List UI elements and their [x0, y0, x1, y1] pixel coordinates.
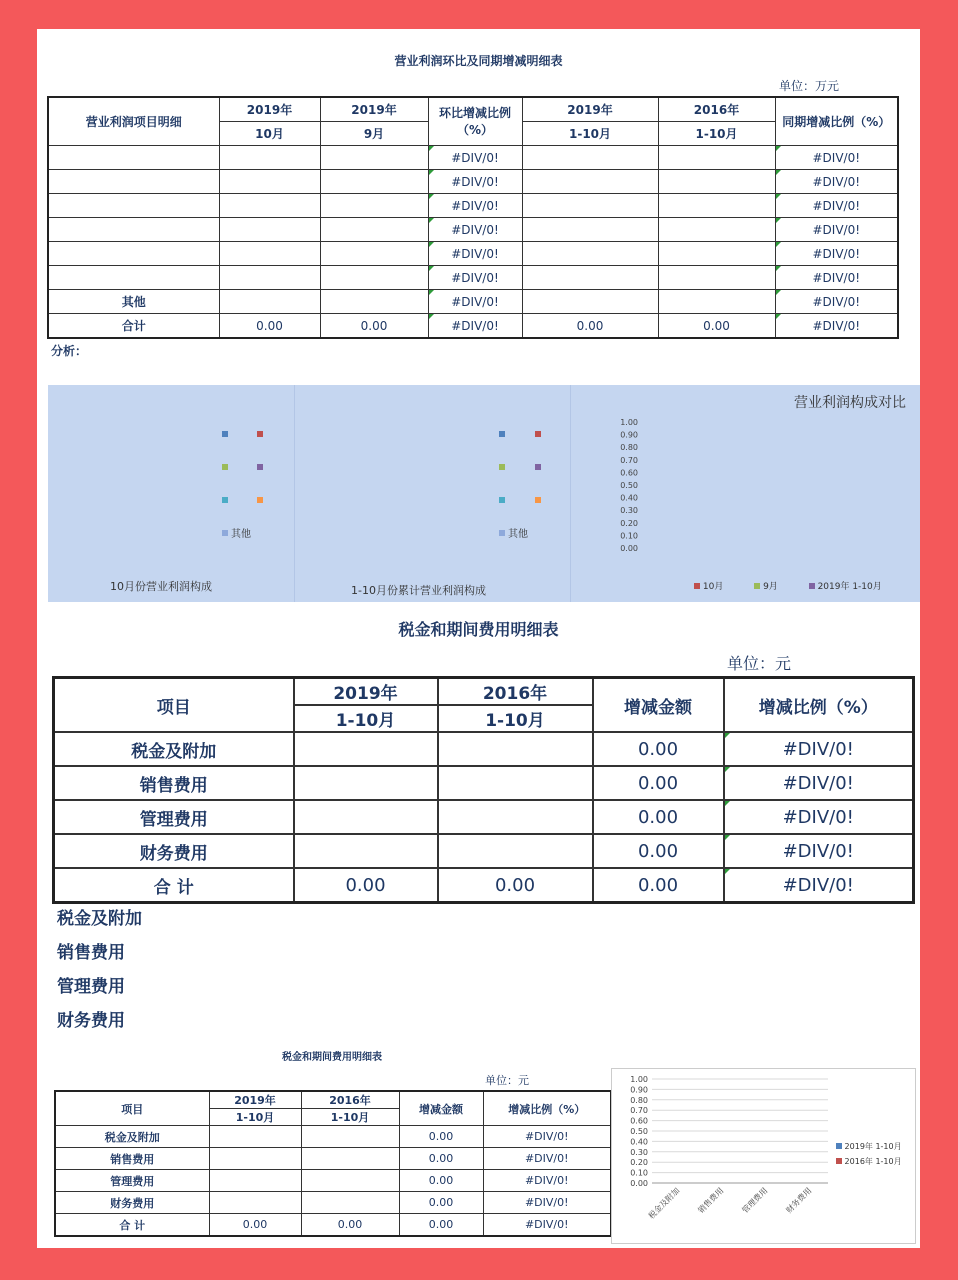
header-2016: 2016年 — [301, 1091, 399, 1109]
header-2019: 2019年 — [209, 1091, 301, 1109]
legend-swatch — [257, 497, 263, 503]
cell[interactable] — [658, 146, 775, 170]
small-expense-table — [54, 1090, 612, 1237]
y-tick-label: 0.40 — [630, 1137, 648, 1147]
row-name[interactable]: 财务费用 — [54, 834, 294, 868]
legend-swatch — [836, 1158, 842, 1164]
y-tick-label: 0.90 — [630, 1085, 648, 1095]
cell[interactable] — [522, 218, 658, 242]
note-finance: 财务费用 — [57, 1011, 125, 1031]
total-2016[interactable]: 0.00 — [438, 868, 593, 903]
y-tick-label: 0.30 — [620, 506, 638, 516]
ratio-cell[interactable]: #DIV/0! — [724, 732, 914, 766]
table-row — [55, 1148, 611, 1170]
table-row — [48, 170, 898, 194]
y-tick-label: 1.00 — [620, 418, 638, 427]
cell[interactable] — [209, 1148, 301, 1170]
table-row — [55, 1126, 611, 1148]
cell[interactable] — [219, 194, 320, 218]
row-name[interactable] — [48, 170, 219, 194]
ratio-cell[interactable]: #DIV/0! — [724, 766, 914, 800]
header-range-2019: 1-10月 — [294, 705, 438, 732]
header-diff: 增减金额 — [593, 678, 724, 733]
cell[interactable] — [522, 146, 658, 170]
header-2016: 2016年 — [438, 678, 593, 706]
header-range-2016: 1-10月 — [301, 1109, 399, 1126]
table-row — [54, 800, 914, 834]
legend-swatch — [499, 464, 505, 470]
total-yoy[interactable]: #DIV/0! — [775, 314, 898, 339]
diff-cell[interactable]: 0.00 — [593, 732, 724, 766]
expense-chart — [611, 1068, 916, 1244]
row-name[interactable]: 财务费用 — [55, 1192, 209, 1214]
cell[interactable] — [209, 1170, 301, 1192]
cell[interactable] — [219, 266, 320, 290]
cell[interactable] — [301, 1148, 399, 1170]
table-row — [55, 1170, 611, 1192]
y-tick-label: 0.10 — [620, 531, 638, 541]
expense-table-title: 税金和期间费用明细表 — [398, 620, 559, 639]
table-row — [48, 194, 898, 218]
small-table-title: 税金和期间费用明细表 — [282, 1052, 382, 1063]
pie1-title: 10月份营业利润构成 — [110, 580, 212, 593]
y-tick-label: 0.50 — [630, 1127, 648, 1136]
legend-swatch — [499, 431, 505, 437]
y-tick-label: 0.40 — [620, 493, 638, 503]
analysis-label: 分析： — [51, 344, 88, 358]
mom-cell[interactable]: #DIV/0! — [428, 290, 522, 314]
header-2016: 2016年 — [658, 97, 775, 122]
y-tick-label: 0.50 — [620, 481, 638, 490]
expense-chart-legend — [836, 1141, 902, 1167]
header-ratio: 增减比例（%） — [483, 1091, 611, 1126]
expense-table — [52, 676, 915, 904]
legend-swatch — [257, 431, 263, 437]
profit-table-title: 营业利润环比及同期增减明细表 — [394, 54, 563, 68]
cell[interactable] — [438, 800, 593, 834]
mom-cell[interactable]: #DIV/0! — [428, 218, 522, 242]
yoy-cell[interactable]: #DIV/0! — [775, 170, 898, 194]
y-tick-label: 0.00 — [630, 1179, 648, 1188]
diff-cell[interactable]: 0.00 — [399, 1192, 483, 1214]
y-tick-label: 0.70 — [620, 455, 638, 465]
header-2019-b: 2019年 — [320, 97, 428, 122]
row-name[interactable] — [48, 266, 219, 290]
header-range-2019: 1-10月 — [209, 1109, 301, 1126]
y-tick-label: 1.00 — [630, 1075, 648, 1084]
total-2019[interactable]: 0.00 — [294, 868, 438, 903]
cell[interactable] — [320, 194, 428, 218]
total-name[interactable]: 合计 — [48, 314, 219, 339]
cell[interactable] — [294, 834, 438, 868]
y-tick-label: 0.80 — [620, 443, 638, 453]
cell[interactable] — [522, 242, 658, 266]
ratio-cell[interactable]: #DIV/0! — [724, 834, 914, 868]
cell[interactable] — [219, 290, 320, 314]
yoy-cell[interactable]: #DIV/0! — [775, 266, 898, 290]
row-name[interactable]: 销售费用 — [55, 1148, 209, 1170]
header-item: 营业利润项目明细 — [48, 97, 219, 146]
header-yoy: 同期增减比例（%） — [775, 97, 898, 146]
row-name[interactable] — [48, 146, 219, 170]
total-2019[interactable]: 0.00 — [522, 314, 658, 339]
total-name[interactable]: 合 计 — [54, 868, 294, 903]
cell[interactable] — [219, 218, 320, 242]
cell[interactable] — [438, 732, 593, 766]
total-2016[interactable]: 0.00 — [301, 1214, 399, 1237]
row-name[interactable] — [48, 218, 219, 242]
cell[interactable] — [219, 242, 320, 266]
total-row — [54, 868, 914, 903]
ratio-cell[interactable]: #DIV/0! — [483, 1126, 611, 1148]
header-sep: 9月 — [320, 122, 428, 146]
total-name[interactable]: 合 计 — [55, 1214, 209, 1237]
cell[interactable] — [320, 290, 428, 314]
row-name[interactable] — [48, 242, 219, 266]
row-name[interactable] — [48, 194, 219, 218]
x-tick-label: 税金及附加 — [646, 1186, 682, 1221]
cell[interactable] — [522, 170, 658, 194]
cell[interactable] — [209, 1126, 301, 1148]
cell[interactable] — [320, 170, 428, 194]
legend-swatch — [754, 583, 760, 589]
header-range-2016: 1-10月 — [438, 705, 593, 732]
table-row — [48, 242, 898, 266]
profit-table — [47, 96, 899, 339]
total-2016[interactable]: 0.00 — [658, 314, 775, 339]
diff-cell[interactable]: 0.00 — [593, 766, 724, 800]
y-tick-label: 0.70 — [630, 1106, 648, 1116]
legend-swatch-other — [499, 530, 505, 536]
header-mom: 环比增减比例（%） — [428, 97, 522, 146]
bar-legend — [694, 579, 882, 592]
header-oct: 10月 — [219, 122, 320, 146]
cell[interactable] — [658, 242, 775, 266]
diff-cell[interactable]: 0.00 — [593, 834, 724, 868]
y-tick-label: 0.10 — [630, 1168, 648, 1178]
y-tick-label: 0.20 — [620, 518, 638, 528]
y-tick-label: 0.00 — [620, 544, 638, 553]
profit-table-unit: 单位：万元 — [779, 79, 840, 93]
total-ratio[interactable]: #DIV/0! — [724, 868, 914, 903]
header-ratio: 增减比例（%） — [724, 678, 914, 733]
header-2019: 2019年 — [294, 678, 438, 706]
row-name[interactable]: 管理费用 — [54, 800, 294, 834]
note-sales: 销售费用 — [57, 943, 125, 963]
row-name[interactable]: 管理费用 — [55, 1170, 209, 1192]
bar-legend-oct: 10月 — [702, 582, 724, 592]
mom-cell[interactable]: #DIV/0! — [428, 266, 522, 290]
ratio-cell[interactable]: #DIV/0! — [483, 1170, 611, 1192]
total-oct[interactable]: 0.00 — [219, 314, 320, 339]
row-name[interactable]: 税金及附加 — [55, 1126, 209, 1148]
table-row — [48, 266, 898, 290]
yoy-cell[interactable]: #DIV/0! — [775, 146, 898, 170]
total-row — [55, 1214, 611, 1237]
ratio-cell[interactable]: #DIV/0! — [724, 800, 914, 834]
cell[interactable] — [320, 242, 428, 266]
cell[interactable] — [209, 1192, 301, 1214]
y-tick-label: 0.60 — [630, 1116, 648, 1126]
legend-swatch — [499, 497, 505, 503]
bar-legend-2019: 2019年 1-10月 — [817, 582, 882, 592]
small-table-unit: 单位：元 — [485, 1074, 529, 1087]
total-row — [48, 314, 898, 339]
header-range-2019: 1-10月 — [522, 122, 658, 146]
y-tick-label: 0.90 — [620, 430, 638, 440]
table-row — [54, 732, 914, 766]
legend-swatch — [222, 497, 228, 503]
cell[interactable] — [219, 146, 320, 170]
yoy-cell[interactable]: #DIV/0! — [775, 242, 898, 266]
cell[interactable] — [320, 146, 428, 170]
cell[interactable] — [294, 800, 438, 834]
mom-cell[interactable]: #DIV/0! — [428, 146, 522, 170]
yoy-cell[interactable]: #DIV/0! — [775, 194, 898, 218]
x-tick-label: 销售费用 — [696, 1186, 726, 1216]
total-ratio[interactable]: #DIV/0! — [483, 1214, 611, 1237]
header-diff: 增减金额 — [399, 1091, 483, 1126]
mom-cell[interactable]: #DIV/0! — [428, 170, 522, 194]
y-tick-label: 0.30 — [630, 1147, 648, 1157]
bar-chart-yaxis — [588, 415, 648, 555]
pie2-legend-other: 其他 — [508, 529, 528, 540]
cell[interactable] — [294, 766, 438, 800]
cell[interactable] — [522, 290, 658, 314]
cell[interactable] — [320, 218, 428, 242]
legend-swatch — [257, 464, 263, 470]
cell[interactable] — [438, 834, 593, 868]
diff-cell[interactable]: 0.00 — [399, 1148, 483, 1170]
header-item: 项目 — [55, 1091, 209, 1126]
cell[interactable] — [301, 1170, 399, 1192]
header-2019-c: 2019年 — [522, 97, 658, 122]
table-row — [54, 766, 914, 800]
legend-swatch-other — [222, 530, 228, 536]
table-row — [55, 1192, 611, 1214]
bar-chart-title: 营业利润构成对比 — [794, 395, 906, 411]
diff-cell[interactable]: 0.00 — [399, 1126, 483, 1148]
pie1-legend-other: 其他 — [231, 529, 251, 540]
y-tick-label: 0.20 — [630, 1158, 648, 1168]
cell[interactable] — [522, 266, 658, 290]
mom-cell[interactable]: #DIV/0! — [428, 242, 522, 266]
cell[interactable] — [658, 290, 775, 314]
legend-swatch — [222, 431, 228, 437]
mom-cell[interactable]: #DIV/0! — [428, 194, 522, 218]
profit-charts-area — [48, 385, 920, 602]
legend-swatch — [535, 431, 541, 437]
row-name[interactable]: 销售费用 — [54, 766, 294, 800]
total-sep[interactable]: 0.00 — [320, 314, 428, 339]
row-name[interactable]: 其他 — [48, 290, 219, 314]
cell[interactable] — [219, 170, 320, 194]
yoy-cell[interactable]: #DIV/0! — [775, 218, 898, 242]
ratio-cell[interactable]: #DIV/0! — [483, 1192, 611, 1214]
cell[interactable] — [658, 170, 775, 194]
cell[interactable] — [658, 218, 775, 242]
total-diff[interactable]: 0.00 — [593, 868, 724, 903]
yoy-cell[interactable]: #DIV/0! — [775, 290, 898, 314]
y-tick-label: 0.80 — [630, 1095, 648, 1105]
cell[interactable] — [294, 732, 438, 766]
x-tick-label: 管理费用 — [740, 1186, 770, 1216]
note-admin: 管理费用 — [57, 977, 125, 997]
table-row — [48, 290, 898, 314]
total-diff[interactable]: 0.00 — [399, 1214, 483, 1237]
header-range-2016: 1-10月 — [658, 122, 775, 146]
table-row — [48, 218, 898, 242]
bar-legend-sep: 9月 — [763, 582, 778, 592]
cell[interactable] — [658, 266, 775, 290]
cell[interactable] — [301, 1192, 399, 1214]
total-2019[interactable]: 0.00 — [209, 1214, 301, 1237]
legend-2019: 2019年 1-10月 — [844, 1142, 902, 1151]
legend-2016: 2016年 1-10月 — [844, 1157, 902, 1166]
ratio-cell[interactable]: #DIV/0! — [483, 1148, 611, 1170]
cell[interactable] — [438, 766, 593, 800]
header-2019-a: 2019年 — [219, 97, 320, 122]
table-row — [48, 146, 898, 170]
legend-swatch — [535, 464, 541, 470]
y-tick-label: 0.60 — [620, 468, 638, 478]
legend-swatch — [836, 1143, 842, 1149]
legend-swatch — [809, 583, 815, 589]
legend-swatch — [535, 497, 541, 503]
diff-cell[interactable]: 0.00 — [399, 1170, 483, 1192]
row-name[interactable]: 税金及附加 — [54, 732, 294, 766]
pie2-title: 1-10月份累计营业利润构成 — [351, 584, 486, 597]
legend-swatch — [694, 583, 700, 589]
expense-table-unit: 单位：元 — [727, 654, 792, 673]
cell[interactable] — [658, 194, 775, 218]
x-tick-label: 财务费用 — [784, 1186, 814, 1216]
header-item: 项目 — [54, 678, 294, 733]
table-row — [54, 834, 914, 868]
cell[interactable] — [320, 266, 428, 290]
spreadsheet-sheet — [37, 29, 920, 1248]
total-mom[interactable]: #DIV/0! — [428, 314, 522, 339]
diff-cell[interactable]: 0.00 — [593, 800, 724, 834]
cell[interactable] — [301, 1126, 399, 1148]
legend-swatch — [222, 464, 228, 470]
cell[interactable] — [522, 194, 658, 218]
note-tax: 税金及附加 — [57, 909, 142, 929]
